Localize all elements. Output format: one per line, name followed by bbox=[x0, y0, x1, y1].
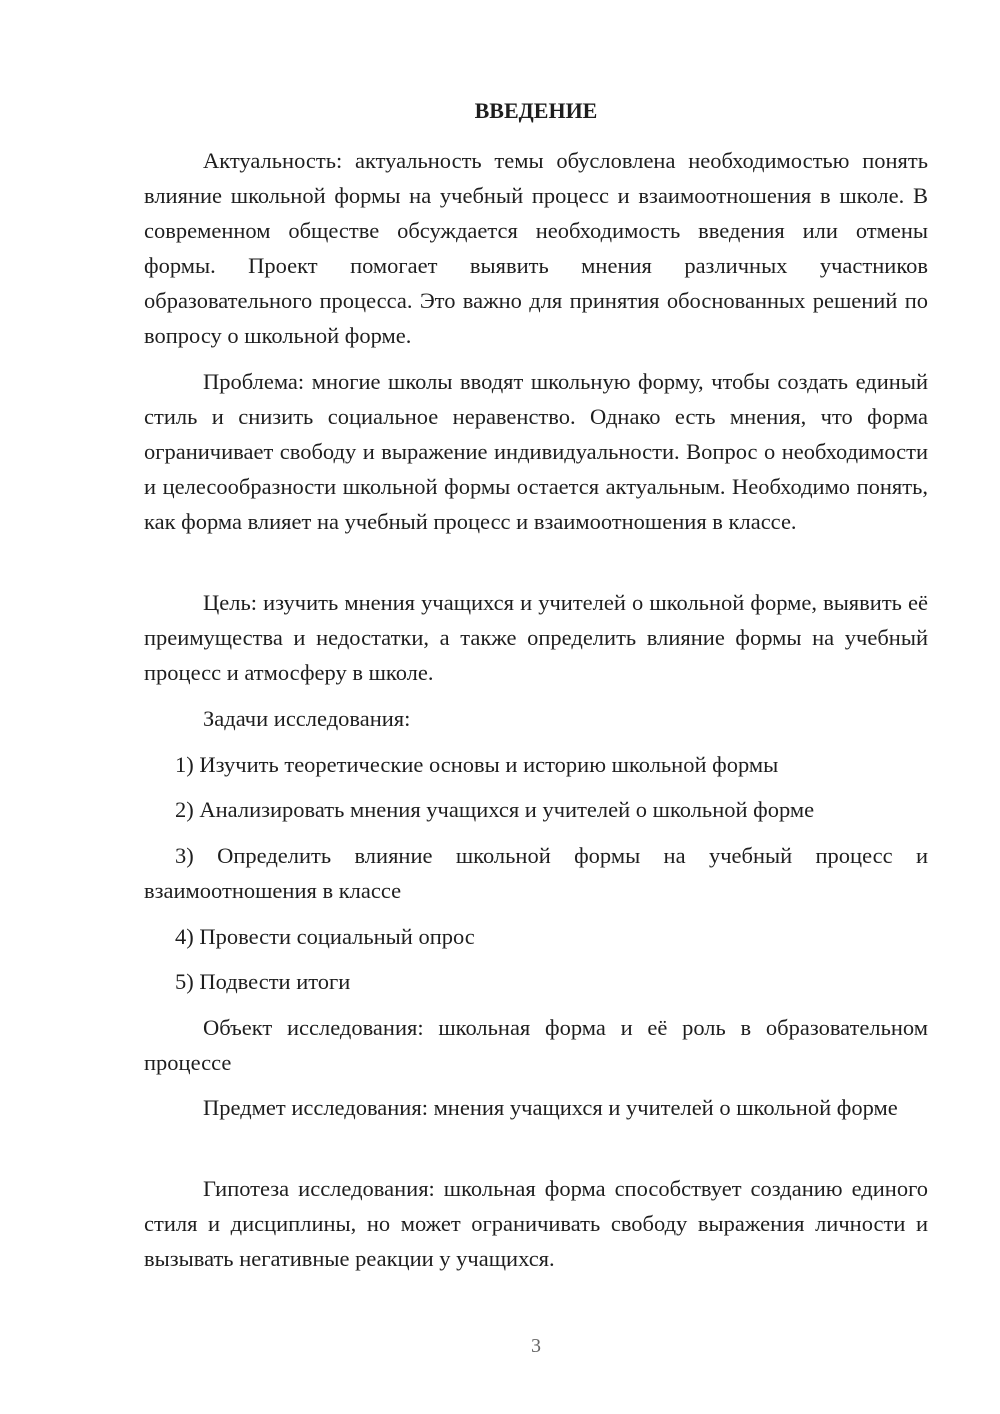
task-item-2: 2) Анализировать мнения учащихся и учителей о школьной форме bbox=[175, 797, 815, 822]
paragraph-goal: Цель: изучить мнения учащихся и учителей о школьной форме, выявить её преимущества и недостатки, а также определить влияние формы на учебный процесс и атмосферу в школе. bbox=[144, 590, 928, 685]
page-number: 3 bbox=[531, 1335, 541, 1357]
task-item-4: 4) Провести социальный опрос bbox=[175, 924, 475, 949]
task-item-5: 5) Подвести итоги bbox=[175, 969, 351, 994]
paragraph-problem: Проблема: многие школы вводят школьную форму, чтобы создать единый стиль и снизить социальное неравенство. Однако есть мнения, что форма ограничивает свободу и выражение индивидуальности. Вопрос о необходимости и целесообразности школьной формы остается актуальным. Необходимо понять, как форма влияет на учебный процесс и взаимоотношения в классе. bbox=[144, 369, 928, 534]
paragraph-object: Объект исследования: школьная форма и её роль в образовательном процессе bbox=[144, 1015, 928, 1075]
paragraph-relevance: Актуальность: актуальность темы обусловлена необходимостью понять влияние школьной формы на учебный процесс и взаимоотношения в школе. В современном обществе обсуждается необходимость введения или отмены формы. Проект помогает выявить мнения различных участников образовательного процесса. Это важно для принятия обоснованных решений по вопросу о школьной форме. bbox=[144, 148, 928, 348]
paragraph-hypothesis: Гипотеза исследования: школьная форма способствует созданию единого стиля и дисциплины, но может ограничивать свободу выражения личности и вызывать негативные реакции у учащихся. bbox=[144, 1176, 928, 1271]
paragraph-subject: Предмет исследования: мнения учащихся и учителей о школьной форме bbox=[203, 1095, 898, 1120]
task-item-1: 1) Изучить теоретические основы и историю школьной формы bbox=[175, 752, 779, 777]
page-title: ВВЕДЕНИЕ bbox=[474, 98, 598, 123]
tasks-heading: Задачи исследования: bbox=[203, 706, 411, 731]
task-item-3: 3) Определить влияние школьной формы на учебный процесс и взаимоотношения в классе bbox=[144, 843, 928, 903]
